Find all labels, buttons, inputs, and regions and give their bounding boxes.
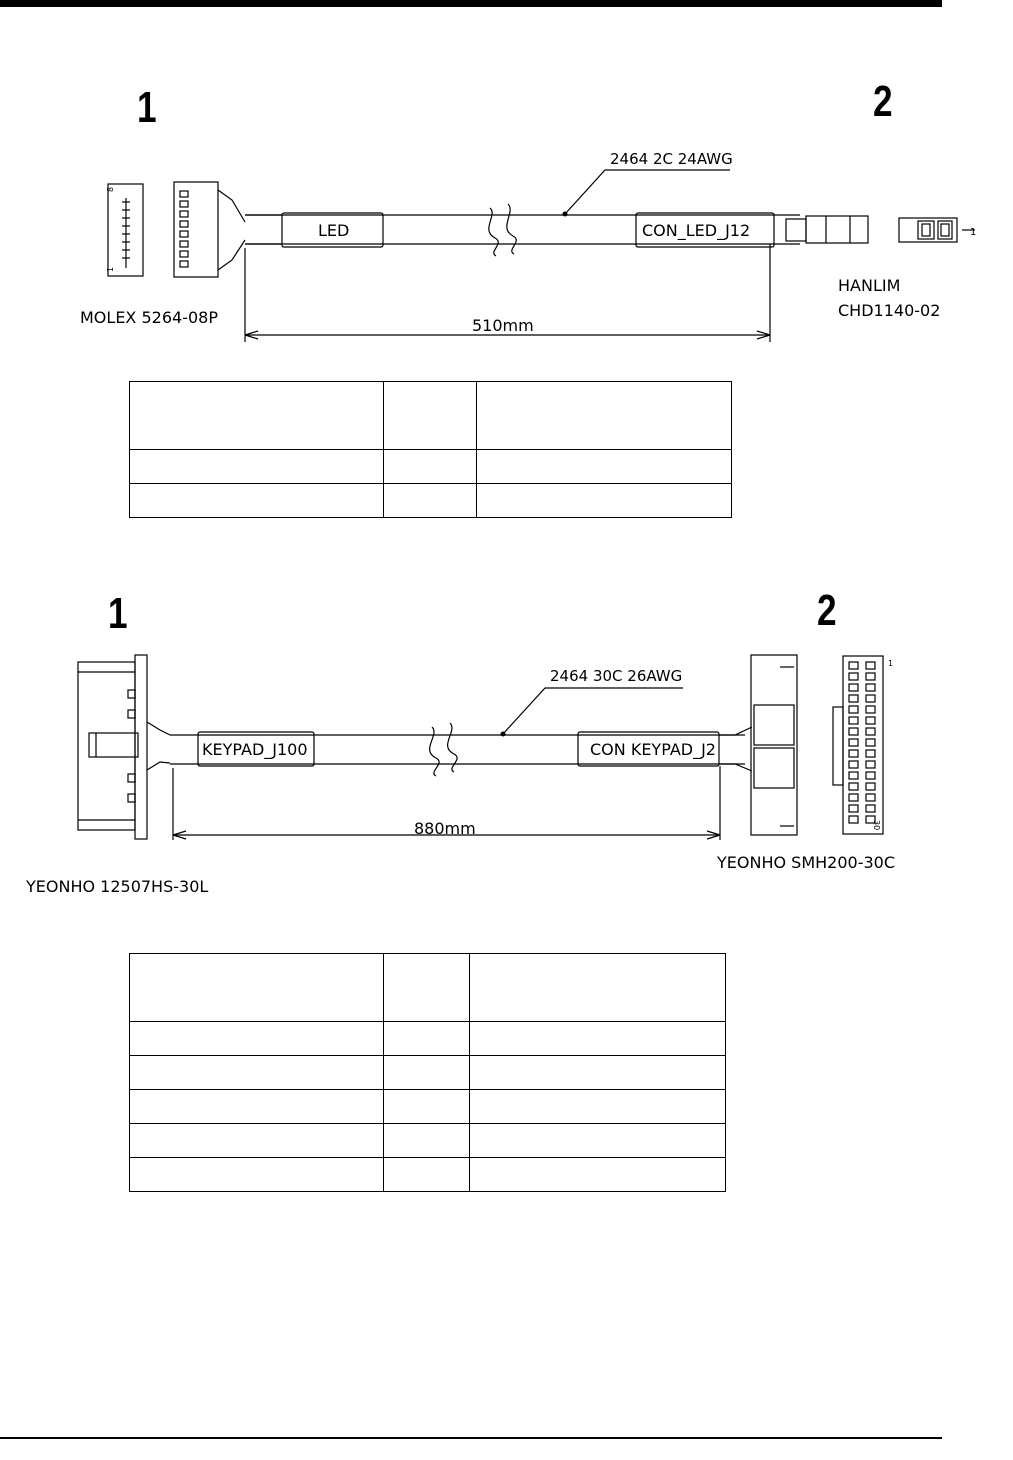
connector-pin	[849, 662, 858, 669]
hanlim-pin-mark: 1	[970, 227, 977, 238]
connector-pin	[849, 695, 858, 702]
connector-pin	[849, 805, 858, 812]
table-row	[130, 450, 732, 484]
molex-plug	[174, 182, 218, 277]
hanlim-receptacle	[899, 218, 957, 242]
cable1-end-1-label: 1	[137, 83, 157, 132]
cable1-length: 510mm	[472, 316, 534, 335]
connector-pin	[849, 673, 858, 680]
cable2-end-1-label: 1	[108, 589, 128, 638]
connector-pin	[849, 772, 858, 779]
smh200-pin-1-mark: 1	[888, 659, 894, 668]
connector-pin	[866, 794, 875, 801]
bottom-rule	[0, 1437, 942, 1439]
molex-pin-8-mark: 8	[106, 186, 115, 192]
connector-pin	[849, 717, 858, 724]
connector-pin	[849, 684, 858, 691]
cable1-wire-leader	[565, 170, 730, 214]
yeonho-12507-housing	[78, 662, 135, 830]
molex-pin-1-mark: 1	[106, 266, 115, 272]
table-row	[130, 1158, 726, 1192]
hanlim-plug	[806, 216, 868, 243]
connector-pin	[866, 673, 875, 680]
cable2-drawing	[0, 640, 1013, 900]
cable2-wire-spec: 2464 30C 26AWG	[550, 667, 683, 685]
connector-pin	[866, 739, 875, 746]
table-row	[130, 954, 726, 1022]
smh200-pin-30-mark: 30	[872, 820, 881, 831]
cable1-connector-right-line1: HANLIM	[838, 276, 901, 295]
connector-pin	[849, 816, 858, 823]
connector-pin	[866, 662, 875, 669]
cable2-connector-left: YEONHO 12507HS-30L	[26, 877, 209, 896]
table-row	[130, 1090, 726, 1124]
hanlim-plug-body	[786, 219, 806, 241]
cable2-sleeve-left-label: KEYPAD_J100	[202, 740, 308, 759]
cable2-connector-right: YEONHO SMH200-30C	[717, 853, 895, 872]
molex-plug-pins	[180, 191, 188, 267]
cable2-length: 880mm	[414, 819, 476, 838]
cable1-wire-spec: 2464 2C 24AWG	[610, 150, 733, 168]
cable1-end-2-label: 2	[873, 77, 893, 126]
connector-pin	[849, 728, 858, 735]
connector-pin	[866, 805, 875, 812]
connector-pin	[849, 750, 858, 757]
connector-pin	[866, 706, 875, 713]
connector-pin	[866, 717, 875, 724]
cable1-sleeve-right-label: CON_LED_J12	[642, 221, 751, 240]
cable1-drawing	[0, 140, 1013, 350]
table-row	[130, 1022, 726, 1056]
table-row	[130, 1124, 726, 1158]
connector-pin	[849, 761, 858, 768]
connector-pin	[866, 772, 875, 779]
molex-pins	[122, 198, 130, 268]
cable2-break-mark	[430, 727, 440, 776]
cable1-connector-right-line2: CHD1140-02	[838, 301, 941, 320]
connector-pin	[866, 728, 875, 735]
cable2-end-2-label: 2	[817, 586, 837, 635]
cable2-pin-table	[129, 953, 726, 1192]
table-row	[130, 484, 732, 518]
connector-pin	[849, 706, 858, 713]
yeonho-smh200-pins	[849, 662, 875, 823]
cable2-wire-leader	[503, 688, 683, 734]
connector-pin	[866, 783, 875, 790]
connector-pin	[866, 684, 875, 691]
connector-pin	[849, 783, 858, 790]
top-rule	[0, 0, 942, 7]
cable2-sleeve-right-label: CON KEYPAD_J2	[590, 740, 716, 759]
cable1-pin-table	[129, 381, 732, 518]
cable1-connector-left: MOLEX 5264-08P	[80, 308, 218, 327]
connector-pin	[849, 739, 858, 746]
yeonho-12507-flange	[135, 655, 147, 839]
connector-pin	[866, 695, 875, 702]
table-row	[130, 1056, 726, 1090]
connector-pin	[849, 794, 858, 801]
cable1-sleeve-left-label: LED	[318, 221, 350, 240]
table-row	[130, 382, 732, 450]
connector-pin	[866, 761, 875, 768]
connector-pin	[866, 750, 875, 757]
